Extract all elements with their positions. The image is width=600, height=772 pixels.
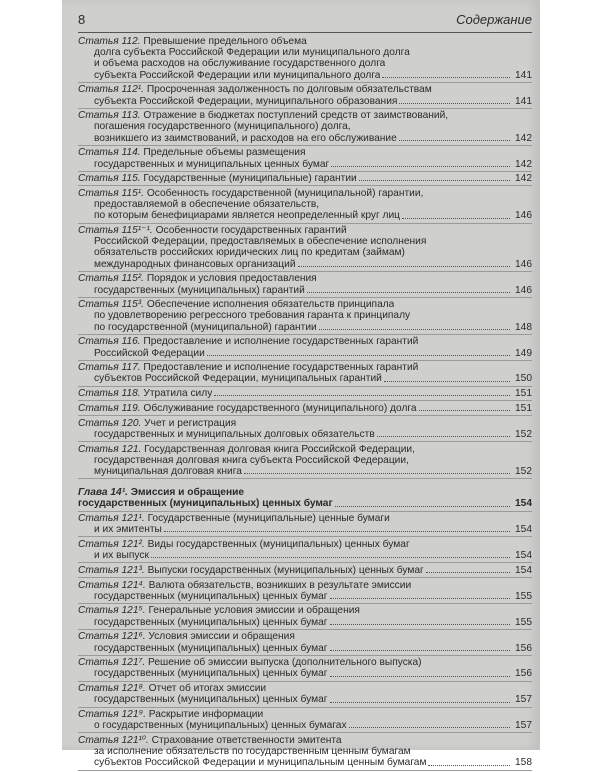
toc-entry bbox=[78, 709, 532, 733]
dot-leader bbox=[207, 348, 510, 356]
entry-text: Глава 14¹. Эмиссия и обращение bbox=[78, 487, 245, 499]
dot-leader bbox=[330, 694, 510, 702]
page-ref: 151 bbox=[515, 402, 532, 414]
entry-text: субъектов Российской Федерации, муниципальных гарантий bbox=[94, 373, 382, 385]
toc-entry bbox=[78, 580, 532, 604]
dot-leader bbox=[330, 668, 510, 676]
article-label: Статья 121. bbox=[78, 443, 142, 455]
entry-text: международных финансовых организаций bbox=[94, 258, 296, 270]
dot-leader bbox=[331, 159, 510, 167]
entry-line bbox=[78, 133, 532, 144]
dot-leader bbox=[319, 322, 510, 330]
toc-entry bbox=[78, 513, 532, 537]
dot-leader bbox=[426, 565, 510, 573]
entry-line bbox=[78, 444, 532, 455]
toc-entry bbox=[78, 110, 532, 146]
page-ref: 156 bbox=[515, 642, 532, 654]
entry-text: обязательств российских юридических лиц по кредитам (займам) bbox=[94, 247, 405, 259]
entry-line bbox=[78, 121, 532, 132]
entry-line bbox=[78, 199, 532, 210]
toc-entry bbox=[78, 273, 532, 297]
entry-text: по которым бенефициарами является неопределенный круг лиц bbox=[94, 210, 401, 222]
entry-text: государственных (муниципальных) ценных бумаг bbox=[78, 498, 333, 510]
entry-text: о государственных (муниципальных) ценных бумагах bbox=[94, 720, 347, 732]
entry-line bbox=[78, 285, 532, 296]
entry-line bbox=[78, 96, 532, 107]
toc-entry bbox=[78, 539, 532, 563]
toc-entry bbox=[78, 84, 532, 108]
entry-line bbox=[78, 36, 532, 47]
dot-leader bbox=[382, 70, 510, 78]
entry-text: субъекта Российской Федерации, муниципального образования bbox=[94, 95, 398, 107]
dot-leader bbox=[349, 720, 510, 728]
page-ref: 152 bbox=[515, 465, 532, 477]
article-label: Статья 121². bbox=[78, 538, 145, 550]
article-label: Статья 121⁷. bbox=[78, 657, 146, 669]
entry-text: Статья 121⁸. Отчет об итогах эмиссии bbox=[78, 683, 267, 695]
page-ref: 142 bbox=[515, 132, 532, 144]
entry-text: Российской Федерации, предоставляемых в обеспечение исполнения bbox=[94, 236, 427, 248]
dot-leader bbox=[428, 757, 510, 765]
article-label: Статья 121⁹. bbox=[78, 709, 146, 721]
entry-line bbox=[78, 605, 532, 616]
article-label: Статья 121³. bbox=[78, 564, 145, 576]
page-ref: 142 bbox=[515, 173, 532, 185]
entry-text: Статья 121³. Выпуски государственных (муниципальных) ценных бумаг bbox=[78, 564, 424, 576]
page-ref: 155 bbox=[515, 590, 532, 602]
article-label: Статья 121¹⁰. bbox=[78, 734, 149, 746]
entry-line bbox=[78, 336, 532, 347]
article-label: Статья 112. bbox=[78, 36, 141, 47]
entry-line bbox=[78, 591, 532, 602]
article-label: Статья 121⁵. bbox=[78, 605, 146, 617]
entry-line bbox=[78, 418, 532, 429]
book-page bbox=[62, 0, 540, 769]
page-ref: 141 bbox=[515, 95, 532, 107]
entry-line bbox=[78, 225, 532, 236]
entry-line bbox=[78, 173, 532, 184]
header-rule bbox=[78, 32, 532, 33]
dot-leader bbox=[307, 285, 510, 293]
article-label: Статья 121¹. bbox=[78, 513, 145, 525]
entry-text: Статья 115³. Обеспечение исполнения обязательств принципала bbox=[78, 299, 395, 311]
article-label: Статья 118. bbox=[78, 388, 141, 400]
entry-line bbox=[78, 631, 532, 642]
entry-text: по удовлетворению регрессного требования гаранта к принципалу bbox=[94, 310, 411, 322]
entry-line bbox=[78, 58, 532, 69]
toc-entry bbox=[78, 418, 532, 442]
page-ref: 146 bbox=[515, 210, 532, 222]
entry-line bbox=[78, 617, 532, 628]
entry-text: Статья 121¹⁰. Страхование ответственности эмитента bbox=[78, 734, 342, 746]
page-ref: 156 bbox=[515, 668, 532, 680]
entry-line bbox=[78, 247, 532, 258]
entry-line bbox=[78, 487, 532, 498]
article-label: Статья 115. bbox=[78, 173, 141, 185]
article-label: Статья 119. bbox=[78, 402, 141, 414]
page-ref: 142 bbox=[515, 158, 532, 170]
article-label: Статья 121⁶. bbox=[78, 631, 146, 643]
entry-text: Статья 115¹. Особенность государственной (муниципальной) гарантии, bbox=[78, 187, 424, 199]
toc-entry bbox=[78, 605, 532, 629]
page-ref: 154 bbox=[515, 564, 532, 576]
chapter-entry bbox=[78, 487, 532, 511]
page-ref: 146 bbox=[515, 258, 532, 270]
entry-text: Статья 115¹⁻¹. Особенности государственных гарантий bbox=[78, 225, 347, 237]
entry-text: Статья 113. Отражение в бюджетах поступлений средств от заимствований, bbox=[78, 110, 449, 122]
article-label: Статья 115¹⁻¹. bbox=[78, 225, 153, 237]
article-label: Статья 121⁴. bbox=[78, 579, 146, 591]
entry-line bbox=[78, 524, 532, 535]
entry-text: Статья 121⁹. Раскрытие информации bbox=[78, 709, 264, 721]
entry-line bbox=[78, 310, 532, 321]
entry-line bbox=[78, 657, 532, 668]
entry-text: государственная долговая книга субъекта Российской Федерации, bbox=[94, 454, 409, 466]
entry-text: государственных (муниципальных) ценных бумаг bbox=[94, 694, 328, 706]
article-label: Статья 115³. bbox=[78, 299, 144, 311]
entry-text: Статья 115. Государственные (муниципальные) гарантии bbox=[78, 173, 357, 185]
entry-line bbox=[78, 210, 532, 221]
toc-entry bbox=[78, 683, 532, 707]
toc-entry bbox=[78, 735, 532, 771]
page-ref: 155 bbox=[515, 616, 532, 628]
entry-text: Статья 121⁶. Условия эмиссии и обращения bbox=[78, 631, 295, 643]
entry-line bbox=[78, 159, 532, 170]
article-label: Статья 112¹. bbox=[78, 84, 144, 96]
toc-entry bbox=[78, 147, 532, 171]
toc-entry bbox=[78, 631, 532, 655]
toc-entry bbox=[78, 565, 532, 578]
dot-leader bbox=[298, 259, 510, 267]
entry-text: субъекта Российской Федерации или муниципального долга bbox=[94, 69, 381, 81]
article-label: Статья 116. bbox=[78, 336, 141, 348]
toc-entry bbox=[78, 336, 532, 360]
entry-text: государственных (муниципальных) ценных бумаг bbox=[94, 590, 328, 602]
article-label: Статья 117. bbox=[78, 362, 141, 374]
entry-text: Российской Федерации bbox=[94, 347, 205, 359]
entry-text: за исполнение обязательств по государственным ценным бумагам bbox=[94, 746, 411, 758]
entry-line bbox=[78, 188, 532, 199]
entry-text: погашения государственного (муниципального) долга, bbox=[94, 121, 351, 133]
entry-line bbox=[78, 362, 532, 373]
entry-line bbox=[78, 513, 532, 524]
article-label: Статья 120. bbox=[78, 417, 142, 429]
toc-entry bbox=[78, 225, 532, 272]
entry-line bbox=[78, 746, 532, 757]
article-label: Статья 115¹. bbox=[78, 187, 144, 199]
entry-line bbox=[78, 668, 532, 679]
article-label: Статья 115². bbox=[78, 273, 144, 285]
dot-leader bbox=[399, 96, 510, 104]
page-ref: 157 bbox=[515, 720, 532, 732]
page-number: 8 bbox=[78, 12, 86, 27]
entry-text: Статья 121. Государственная долговая книга Российской Федерации, bbox=[78, 443, 415, 455]
entry-text: Статья 121⁴. Валюта обязательств, возникших в результате эмиссии bbox=[78, 579, 412, 591]
entry-line bbox=[78, 348, 532, 359]
entry-line bbox=[78, 110, 532, 121]
entry-line bbox=[78, 373, 532, 384]
toc-entry bbox=[78, 188, 532, 224]
toc-entry bbox=[78, 444, 532, 480]
entry-text: предоставляемой в обеспечение обязательств, bbox=[94, 199, 320, 211]
entry-text: Статья 114. Предельные объемы размещения bbox=[78, 147, 306, 159]
entry-line bbox=[78, 47, 532, 58]
page-ref: 152 bbox=[515, 428, 532, 440]
entry-line bbox=[78, 466, 532, 477]
dot-leader bbox=[402, 210, 510, 218]
entry-text: Статья 117. Предоставление и исполнение государственных гарантий bbox=[78, 362, 419, 374]
page-ref: 158 bbox=[515, 757, 532, 769]
entry-text: по государственной (муниципальной) гарантии bbox=[94, 321, 317, 333]
article-label: Статья 114. bbox=[78, 147, 141, 159]
dot-leader bbox=[330, 643, 510, 651]
entry-text: государственных (муниципальных) ценных бумаг bbox=[94, 668, 328, 680]
dot-leader bbox=[384, 373, 510, 381]
entry-line bbox=[78, 498, 532, 509]
entry-line bbox=[78, 580, 532, 591]
entry-text: и их выпуск bbox=[94, 550, 149, 562]
page-ref: 149 bbox=[515, 347, 532, 359]
entry-text: Статья 115². Порядок и условия предоставления bbox=[78, 273, 317, 285]
entry-text: государственных (муниципальных) ценных бумаг bbox=[94, 616, 328, 628]
dot-leader bbox=[164, 524, 510, 532]
entry-line bbox=[78, 683, 532, 694]
entry-line bbox=[78, 550, 532, 561]
dot-leader bbox=[330, 617, 510, 625]
entry-line bbox=[78, 709, 532, 720]
chapter-label: Глава 14¹. bbox=[78, 487, 128, 499]
entry-line bbox=[78, 720, 532, 731]
toc-entry bbox=[78, 173, 532, 186]
entry-text: государственных (муниципальных) ценных бумаг bbox=[94, 642, 328, 654]
entry-line bbox=[78, 757, 532, 768]
dot-leader bbox=[335, 498, 510, 506]
dot-leader bbox=[419, 403, 510, 411]
article-label: Статья 113. bbox=[78, 110, 141, 122]
toc-entry bbox=[78, 403, 532, 416]
dot-leader bbox=[359, 173, 510, 181]
toc-entry bbox=[78, 657, 532, 681]
entry-text: Статья 116. Предоставление и исполнение государственных гарантий bbox=[78, 336, 419, 348]
entry-text: возникшего из заимствований, и расходов на его обслуживание bbox=[94, 132, 397, 144]
entry-text: и их эмитенты bbox=[94, 524, 162, 536]
entry-text: Статья 112. Превышение предельного объема bbox=[78, 36, 307, 47]
page-ref: 154 bbox=[515, 550, 532, 562]
entry-text: Статья 121⁵. Генеральные условия эмиссии и обращения bbox=[78, 605, 360, 617]
entry-line bbox=[78, 273, 532, 284]
page-ref: 146 bbox=[515, 284, 532, 296]
entry-line bbox=[78, 694, 532, 705]
entry-line bbox=[78, 539, 532, 550]
entry-text: и объема расходов на обслуживание государственного долга bbox=[94, 58, 386, 70]
page-ref: 148 bbox=[515, 321, 532, 333]
entry-text: Статья 121⁷. Решение об эмиссии выпуска (дополнительного выпуска) bbox=[78, 657, 422, 669]
entry-line bbox=[78, 388, 532, 399]
entry-text: долга субъекта Российской Федерации или муниципального долга bbox=[94, 47, 410, 59]
table-of-contents bbox=[78, 36, 532, 772]
entry-text: Статья 121¹. Государственные (муниципальные) ценные бумаги bbox=[78, 513, 390, 525]
entry-text: государственных (муниципальных) гарантий bbox=[94, 284, 305, 296]
entry-text: Статья 121². Виды государственных (муниципальных) ценных бумаг bbox=[78, 538, 410, 550]
entry-line bbox=[78, 565, 532, 576]
page-ref: 154 bbox=[515, 498, 532, 510]
dot-leader bbox=[399, 133, 510, 141]
entry-text: Статья 119. Обслуживание государственного (муниципального) долга bbox=[78, 402, 417, 414]
entry-line bbox=[78, 84, 532, 95]
entry-text: Статья 120. Учет и регистрация bbox=[78, 417, 237, 429]
entry-line bbox=[78, 236, 532, 247]
entry-line bbox=[78, 322, 532, 333]
entry-line bbox=[78, 429, 532, 440]
entry-line bbox=[78, 299, 532, 310]
page-ref: 157 bbox=[515, 694, 532, 706]
page-header bbox=[78, 12, 532, 32]
entry-line bbox=[78, 70, 532, 81]
toc-entry bbox=[78, 362, 532, 386]
section-title: Содержание bbox=[456, 12, 532, 27]
entry-text: муниципальная долговая книга bbox=[94, 465, 242, 477]
toc-entry bbox=[78, 388, 532, 401]
dot-leader bbox=[330, 591, 510, 599]
dot-leader bbox=[214, 388, 510, 396]
entry-text: Статья 118. Утратила силу bbox=[78, 388, 213, 400]
entry-text: субъектов Российской Федерации и муниципальным ценным бумагам bbox=[94, 757, 427, 769]
dot-leader bbox=[377, 429, 510, 437]
entry-text: Статья 112¹. Просроченная задолженность по долговым обязательствам bbox=[78, 84, 432, 96]
entry-line bbox=[78, 259, 532, 270]
entry-line bbox=[78, 643, 532, 654]
entry-line bbox=[78, 455, 532, 466]
entry-line bbox=[78, 735, 532, 746]
page-ref: 151 bbox=[515, 388, 532, 400]
entry-text: государственных и муниципальных ценных бумаг bbox=[94, 158, 330, 170]
article-label: Статья 121⁸. bbox=[78, 683, 146, 695]
toc-entry bbox=[78, 299, 532, 335]
page-ref: 154 bbox=[515, 524, 532, 536]
dot-leader bbox=[151, 550, 510, 558]
page-ref: 141 bbox=[515, 69, 532, 81]
toc-entry bbox=[78, 36, 532, 83]
entry-line bbox=[78, 147, 532, 158]
entry-text: государственных и муниципальных долговых обязательств bbox=[94, 428, 375, 440]
entry-line bbox=[78, 403, 532, 414]
page-ref: 150 bbox=[515, 373, 532, 385]
dot-leader bbox=[244, 466, 510, 474]
